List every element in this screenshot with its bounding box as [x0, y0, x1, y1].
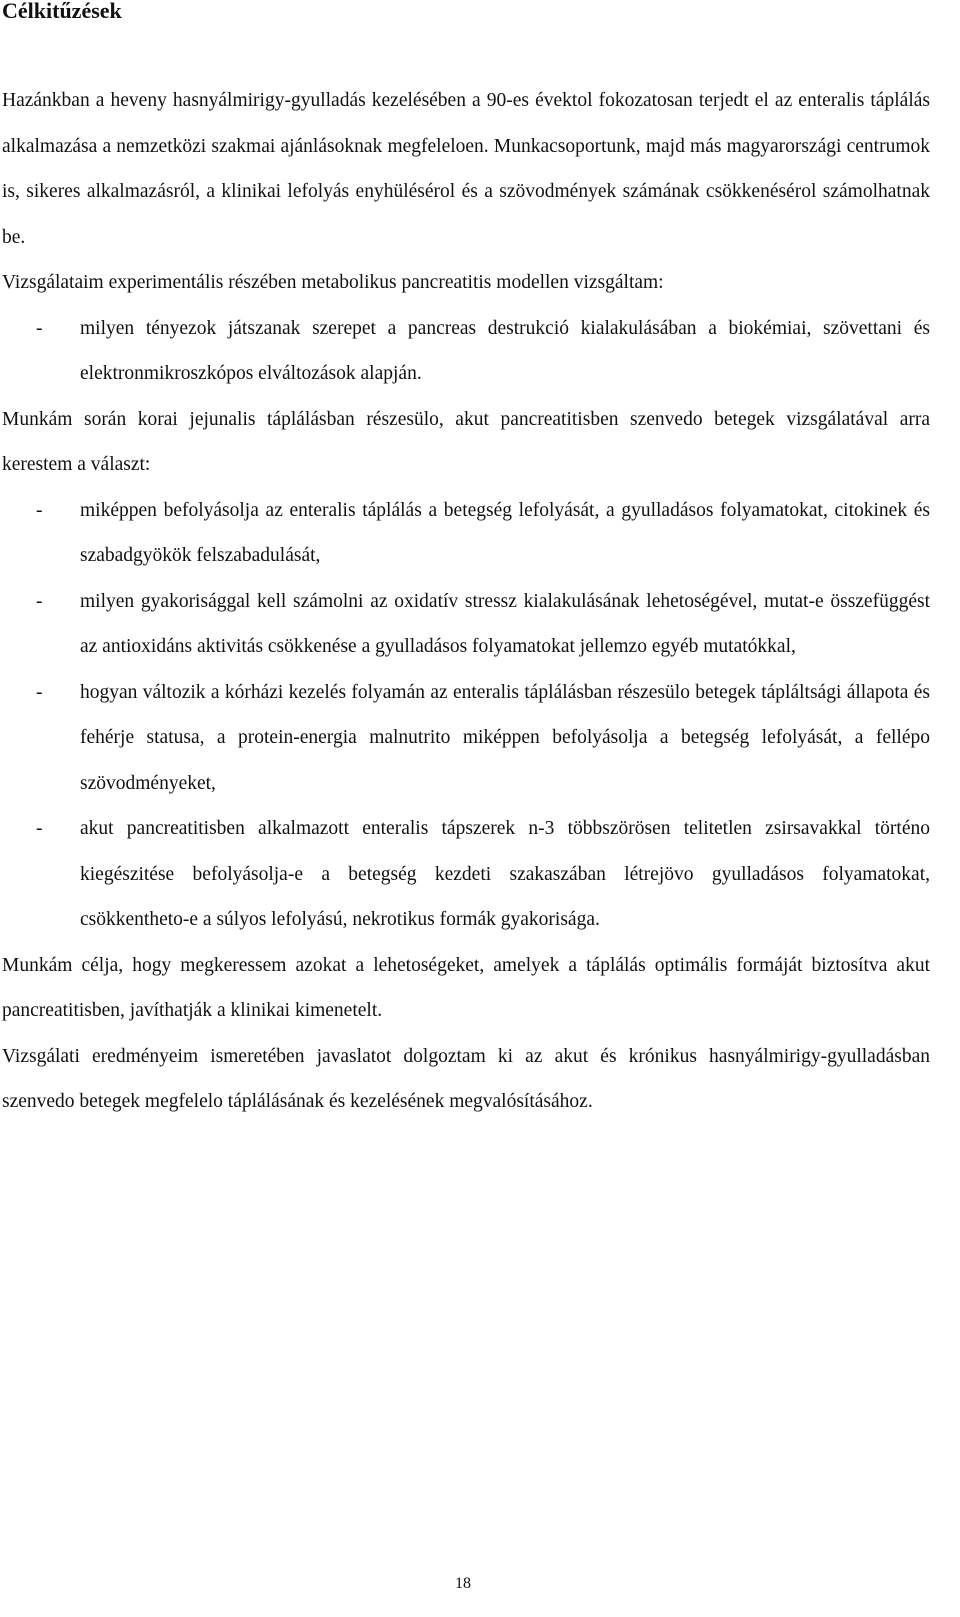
bullet-text: milyen tényezok játszanak szerepet a pancreas destrukció kialakulásában a biokémiai, szövettani és elektronmikroszkópos elváltozások alapján. [80, 317, 930, 384]
bullet-dash: - [36, 681, 43, 703]
list-item [2, 488, 930, 579]
bullet-dash: - [36, 317, 43, 339]
list-item [2, 306, 930, 397]
clinical-bullet-list [2, 488, 930, 943]
aim-paragraph: Munkám célja, hogy megkeressem azokat a lehetoségeket, amelyek a táplálás optimális formáját biztosítva akut pancreatitisben, javíthatják a klinikai kimenetelt. [2, 954, 930, 1021]
bullet-text: milyen gyakorisággal kell számolni az oxidatív stressz kialakulásának lehetoségével, mutat-e összefüggést az antioxidáns aktivitás csökkenése a gyulladásos folyamatokat jellemzo egyéb mutatókkal, [80, 590, 930, 657]
bullet-text: miképpen befolyásolja az enteralis táplálás a betegség lefolyását, a gyulladásos folyamatokat, citokinek és szabadgyökök felszabadulását, [80, 499, 930, 566]
bullet-text: hogyan változik a kórházi kezelés folyamán az enteralis táplálásban részesülo betegek tápláltsági állapota és fehérje statusa, a protein-energia malnutrito miképpen befolyásolja a betegség lefolyását, a fellépo szövodményeket, [80, 681, 930, 794]
clinical-intro-paragraph: Munkám során korai jejunalis táplálásban részesülo, akut pancreatitisben szenvedo betegek vizsgálatával arra kerestem a választ: [2, 408, 930, 475]
page-number: 18 [455, 1575, 471, 1592]
section-heading: Célkitűzések [2, 0, 122, 23]
bullet-dash: - [36, 590, 43, 612]
bullet-text: akut pancreatitisben alkalmazott enteralis tápszerek n-3 többszörösen telitetlen zsirsavakkal történo kiegészitése befolyásolja-e a betegség kezdeti szakaszában létrejövo gyulladásos folyamatokat, csökkentheto-e a súlyos lefolyású, nekrotikus formák gyakorisága. [80, 818, 930, 930]
document-body [2, 78, 930, 1125]
experimental-intro-paragraph: Vizsgálataim experimentális részében metabolikus pancreatitis modellen vizsgáltam: [2, 272, 664, 293]
bullet-dash: - [36, 499, 43, 521]
list-item [2, 579, 930, 670]
experimental-bullet-list [2, 306, 930, 397]
intro-paragraph: Hazánkban a heveny hasnyálmirigy-gyulladás kezelésében a 90-es évektol fokozatosan terjedt el az enteralis táplálás alkalmazása a nemzetközi szakmai ajánlásoknak megfeleloen. Munkacsoportunk, majd más magyarországi centrumok is, sikeres alkalmazásról, a klinikai lefolyás enyhülésérol és a szövodmények számának csökkenésérol számolhatnak be. [2, 90, 930, 248]
list-item [2, 806, 930, 943]
proposal-paragraph: Vizsgálati eredményeim ismeretében javaslatot dolgoztam ki az akut és krónikus hasnyálmirigy-gyulladásban szenvedo betegek megfelelo táplálásának és kezelésének megvalósításához. [2, 1045, 930, 1112]
bullet-dash: - [36, 818, 43, 839]
list-item [2, 670, 930, 807]
